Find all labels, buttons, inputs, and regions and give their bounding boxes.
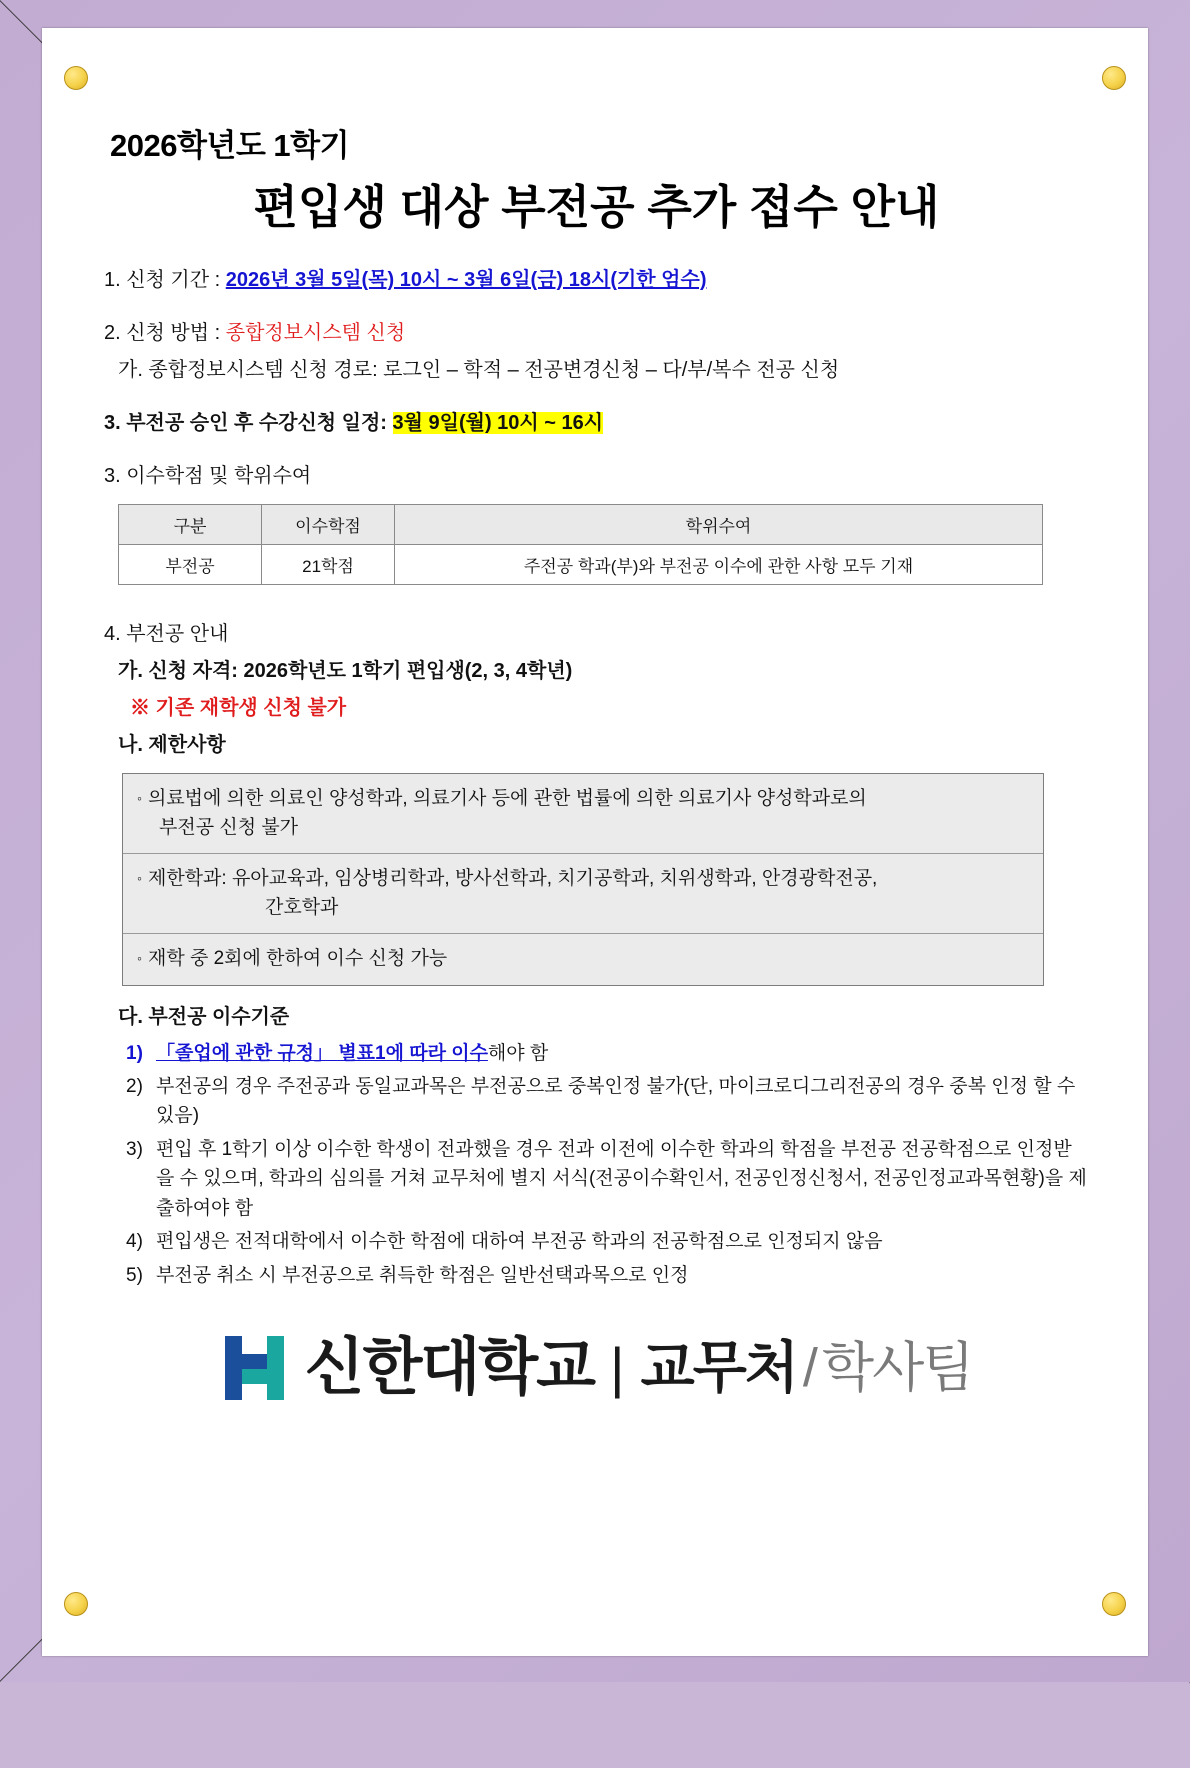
rule-number: 5) <box>126 1264 143 1286</box>
restriction-text: 의료법에 의한 의료인 양성학과, 의료기사 등에 관한 법률에 의한 의료기사 양성학과로의 <box>147 788 867 809</box>
bullet-icon: ◦ <box>137 870 142 887</box>
restriction-text: 제한학과: 유아교육과, 임상병리학과, 방사선학과, 치기공학과, 치위생학과, 안경광학전공, <box>147 868 878 889</box>
section-2-label: 2. 신청 방법 : <box>104 322 226 344</box>
section-completion-criteria-heading: 다. 부전공 이수기준 <box>118 1005 290 1028</box>
section-minor-guide-heading: 4. 부전공 안내 <box>104 623 229 645</box>
rule-text: 편입 후 1학기 이상 이수한 학생이 전과했을 경우 전과 이전에 이수한 학과의 학점을 부전공 전공학점으로 인정받을 수 있으며, 학과의 심의를 거쳐 교무처에 별지 서식(전공이수확인서, 전공인정신청서, 전공인정교과목현황)을 제출하여야 함 <box>156 1138 1087 1219</box>
table-header-row <box>119 505 1043 545</box>
shinhan-logo-icon <box>221 1330 299 1406</box>
table-header-cell: 이수학점 <box>262 505 395 545</box>
list-item <box>126 1135 1089 1223</box>
section-3-label: 3. 부전공 승인 후 수강신청 일정: <box>104 412 393 434</box>
restriction-item <box>123 854 1043 934</box>
page-title: 편입생 대상 부전공 추가 접수 안내 <box>253 181 940 233</box>
logo-slash: / <box>802 1338 816 1398</box>
table-cell: 21학점 <box>262 545 395 585</box>
section-3-value: 3월 9일(월) 10시 ~ 16시 <box>392 412 604 434</box>
document-page <box>42 28 1148 1656</box>
section-credits-degree-heading: 3. 이수학점 및 학위수여 <box>104 465 312 487</box>
restriction-text-cont: 간호학과 <box>265 896 339 918</box>
table-cell: 부전공 <box>119 545 262 585</box>
table-header-cell: 구분 <box>119 505 262 545</box>
rule-number: 4) <box>126 1231 143 1253</box>
section-1-label: 1. 신청 기간 : <box>104 269 226 291</box>
rule-number: 1) <box>126 1042 143 1064</box>
logo-divider: | <box>610 1336 625 1399</box>
table-row <box>119 545 1043 585</box>
list-item <box>126 1039 1089 1068</box>
pin-bottom-left <box>64 1592 88 1616</box>
section-eligibility: 가. 신청 자격: 2026학년도 1학기 편입생(2, 3, 4학년) <box>118 660 573 682</box>
section-2-value: 종합정보시스템 신청 <box>225 322 406 344</box>
table-cell: 주전공 학과(부)와 부전공 이수에 관한 사항 모두 기재 <box>395 545 1043 585</box>
page-title-year: 2026학년도 1학기 <box>110 128 350 163</box>
rule-text: 편입생은 전적대학에서 이수한 학점에 대하여 부전공 학과의 전공학점으로 인정되지 않음 <box>156 1231 883 1253</box>
logo-office-name: 교무처 <box>640 1336 797 1399</box>
section-restrictions-heading: 나. 제한사항 <box>118 734 226 756</box>
rule-text-suffix: 해야 함 <box>487 1042 549 1064</box>
restrictions-box <box>122 773 1044 986</box>
list-item <box>126 1072 1089 1131</box>
section-application-period <box>104 265 1089 296</box>
section-application-method <box>104 318 1089 349</box>
pin-bottom-right <box>1102 1592 1126 1616</box>
bullet-icon: ◦ <box>137 790 142 807</box>
footer-logo <box>104 1330 1089 1406</box>
document-content <box>104 120 1089 1406</box>
section-application-path: 가. 종합정보시스템 신청 경로: 로그인 – 학적 – 전공변경신청 – 다/부/복수 전공 신청 <box>118 359 840 381</box>
restriction-text-cont: 부전공 신청 불가 <box>159 816 299 838</box>
rule-number: 3) <box>126 1138 143 1160</box>
bullet-icon: ◦ <box>137 950 142 967</box>
list-item <box>126 1261 1089 1290</box>
list-item <box>126 1227 1089 1256</box>
logo-university-name: 신한대학교 <box>304 1333 595 1402</box>
rule-text <box>156 1039 1089 1068</box>
completion-rules-list <box>104 1039 1089 1291</box>
section-1-value: 2026년 3월 5일(목) 10시 ~ 3월 6일(금) 18시(기한 엄수) <box>225 269 707 291</box>
rule-number: 2) <box>126 1075 143 1097</box>
restriction-item <box>123 934 1043 985</box>
rule-text: 부전공 취소 시 부전공으로 취득한 학점은 일반선택과목으로 인정 <box>156 1264 689 1286</box>
restriction-item <box>123 774 1043 854</box>
pin-top-left <box>64 66 88 90</box>
table-header-cell: 학위수여 <box>395 505 1043 545</box>
pin-top-right <box>1102 66 1126 90</box>
rule-text: 부전공의 경우 주전공과 동일교과목은 부전공으로 중복인정 불가(단, 마이크로디그리전공의 경우 중복 인정 할 수 있음) <box>156 1075 1076 1127</box>
credit-table <box>118 504 1043 585</box>
logo-team-name: 학사팀 <box>821 1338 973 1398</box>
section-course-registration-schedule <box>104 408 1089 439</box>
section-eligibility-note: ※ 기존 재학생 신청 불가 <box>130 697 347 719</box>
rule-text-emphasis: 「졸업에 관한 규정」 별표1에 따라 이수 <box>156 1042 488 1064</box>
restriction-text: 재학 중 2회에 한하여 이수 신청 가능 <box>147 948 448 969</box>
